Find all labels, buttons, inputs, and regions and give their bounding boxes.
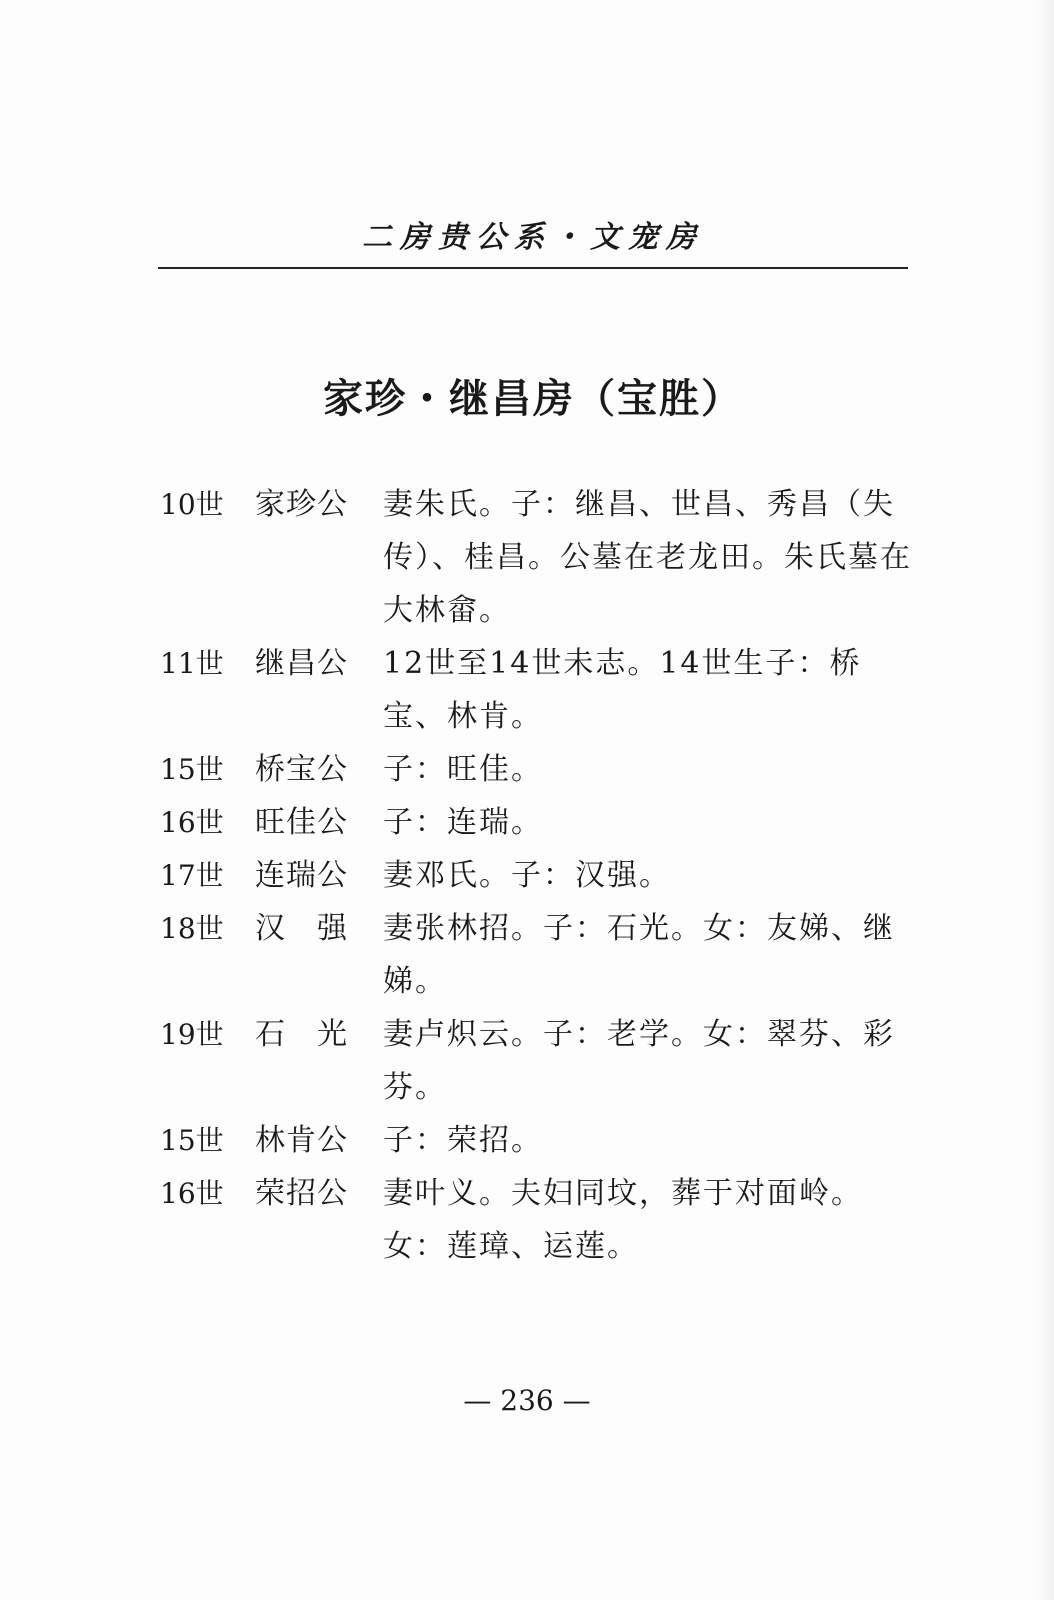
- person-name: 桥宝公: [255, 752, 348, 787]
- entry-description: 12世至14世未志。14世生子：桥宝、林肯。: [383, 646, 862, 734]
- entry-description: 子：旺佳。: [383, 752, 543, 787]
- generation-label: 10世: [160, 488, 224, 521]
- generation-label: 16世: [160, 1177, 224, 1210]
- person-name: 汉 强: [255, 911, 348, 946]
- generation-label: 15世: [160, 753, 224, 786]
- entry-description: 子：连瑞。: [383, 805, 543, 840]
- genealogy-entries: [160, 478, 920, 1273]
- generation-label: 11世: [160, 647, 224, 680]
- genealogy-entry: [160, 1167, 920, 1273]
- generation-label: 15世: [160, 1124, 224, 1157]
- running-header: 二房贵公系・文宠房: [362, 220, 704, 255]
- page-edge-shadow: [1036, 0, 1054, 1600]
- person-name: 继昌公: [255, 646, 348, 681]
- genealogy-entry: [160, 849, 920, 902]
- entry-description: 子：荣招。: [383, 1123, 543, 1158]
- genealogy-entry: [160, 743, 920, 796]
- generation-label: 19世: [160, 1018, 224, 1051]
- genealogy-entry: [160, 1008, 920, 1114]
- person-name: 石 光: [255, 1017, 348, 1052]
- entry-description: 妻卢炽云。子：老学。女：翠芬、彩芬。: [383, 1017, 895, 1105]
- entry-description: 妻叶义。夫妇同坟，葬于对面岭。女：莲璋、运莲。: [383, 1176, 863, 1264]
- header-rule: [158, 267, 908, 269]
- entry-description: 妻张林招。子：石光。女：友娣、继娣。: [383, 911, 895, 999]
- genealogy-entry: [160, 478, 920, 637]
- entry-description: 妻朱氏。子：继昌、世昌、秀昌（失传）、桂昌。公墓在老龙田。朱氏墓在大林畲。: [383, 487, 912, 628]
- entry-description: 妻邓氏。子：汉强。: [383, 858, 671, 893]
- person-name: 荣招公: [255, 1176, 348, 1211]
- generation-label: 16世: [160, 806, 224, 839]
- person-name: 家珍公: [255, 487, 348, 522]
- genealogy-entry: [160, 637, 920, 743]
- genealogy-entry: [160, 1114, 920, 1167]
- person-name: 林肯公: [255, 1123, 348, 1158]
- section-title: 家珍・继昌房（宝胜）: [323, 375, 743, 422]
- page-number: — 236 —: [463, 1384, 591, 1417]
- genealogy-entry: [160, 796, 920, 849]
- person-name: 旺佳公: [255, 805, 348, 840]
- genealogy-entry: [160, 902, 920, 1008]
- person-name: 连瑞公: [255, 858, 348, 893]
- generation-label: 17世: [160, 859, 224, 892]
- generation-label: 18世: [160, 912, 224, 945]
